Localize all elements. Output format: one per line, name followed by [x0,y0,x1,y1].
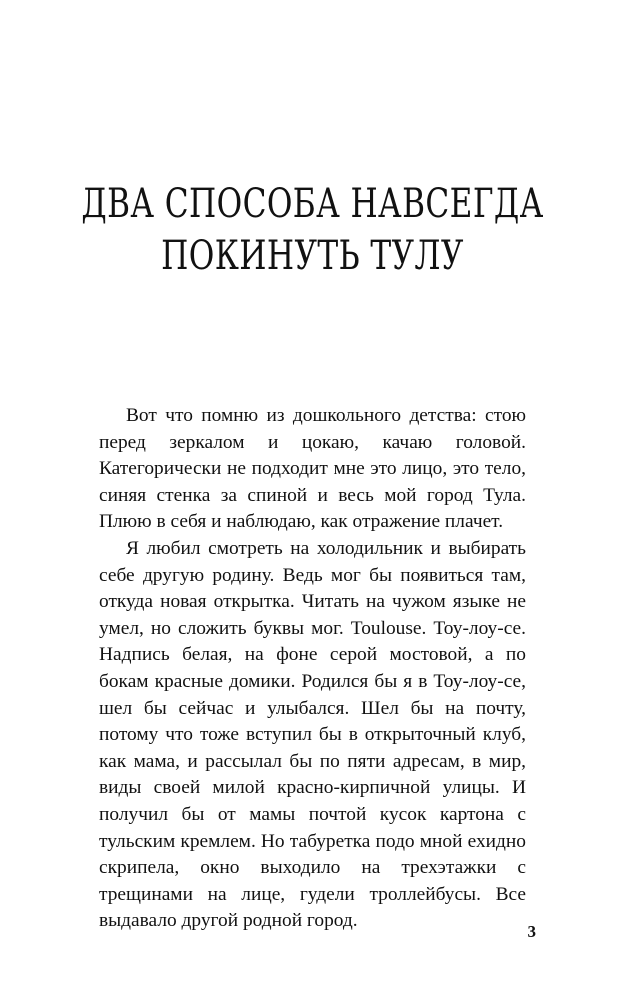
paragraph-2: Я любил смотреть на холодильник и выбирать себе другую родину. Ведь мог бы появиться там, откуда новая открытка. Читать на чужом языке не умел, но сложить буквы мог. Toulouse. Тоу-лоу-се. Надпись белая, на фоне серой мостовой, а по бокам красные домики. Родился бы я в Тоу-лоу-се, шел бы сейчас и улыбался. Шел бы на почту, потому что тоже вступил бы в открыточный клуб, как мама, и рассылал бы по пяти адресам, в мир, виды своей милой красно-кирпичной улицы. И получил бы от мамы почтой кусок картона с тульским кремлем. Но табуретка подо мной ехидно скрипела, окно выходило на трехэтажки с трещинами на лице, гудели троллейбусы. Все выдавало другой родной город. [99,537,526,932]
chapter-title [69,178,557,282]
chapter-title-line-2: ПОКИНУТЬ ТУЛУ [161,233,464,279]
chapter-body [99,403,526,935]
paragraph-1: Вот что помню из дошкольного детства: стою перед зеркалом и цокаю, качаю головой. Категорически не подходит мне это лицо, это тело, синяя стенка за спиной и весь мой город Тула. Плюю в себя и наблюдаю, как отражение плачет. [99,405,526,533]
page-number: 3 [527,922,536,941]
chapter-title-line-1: ДВА СПОСОБА НАВСЕГДА [81,181,544,227]
